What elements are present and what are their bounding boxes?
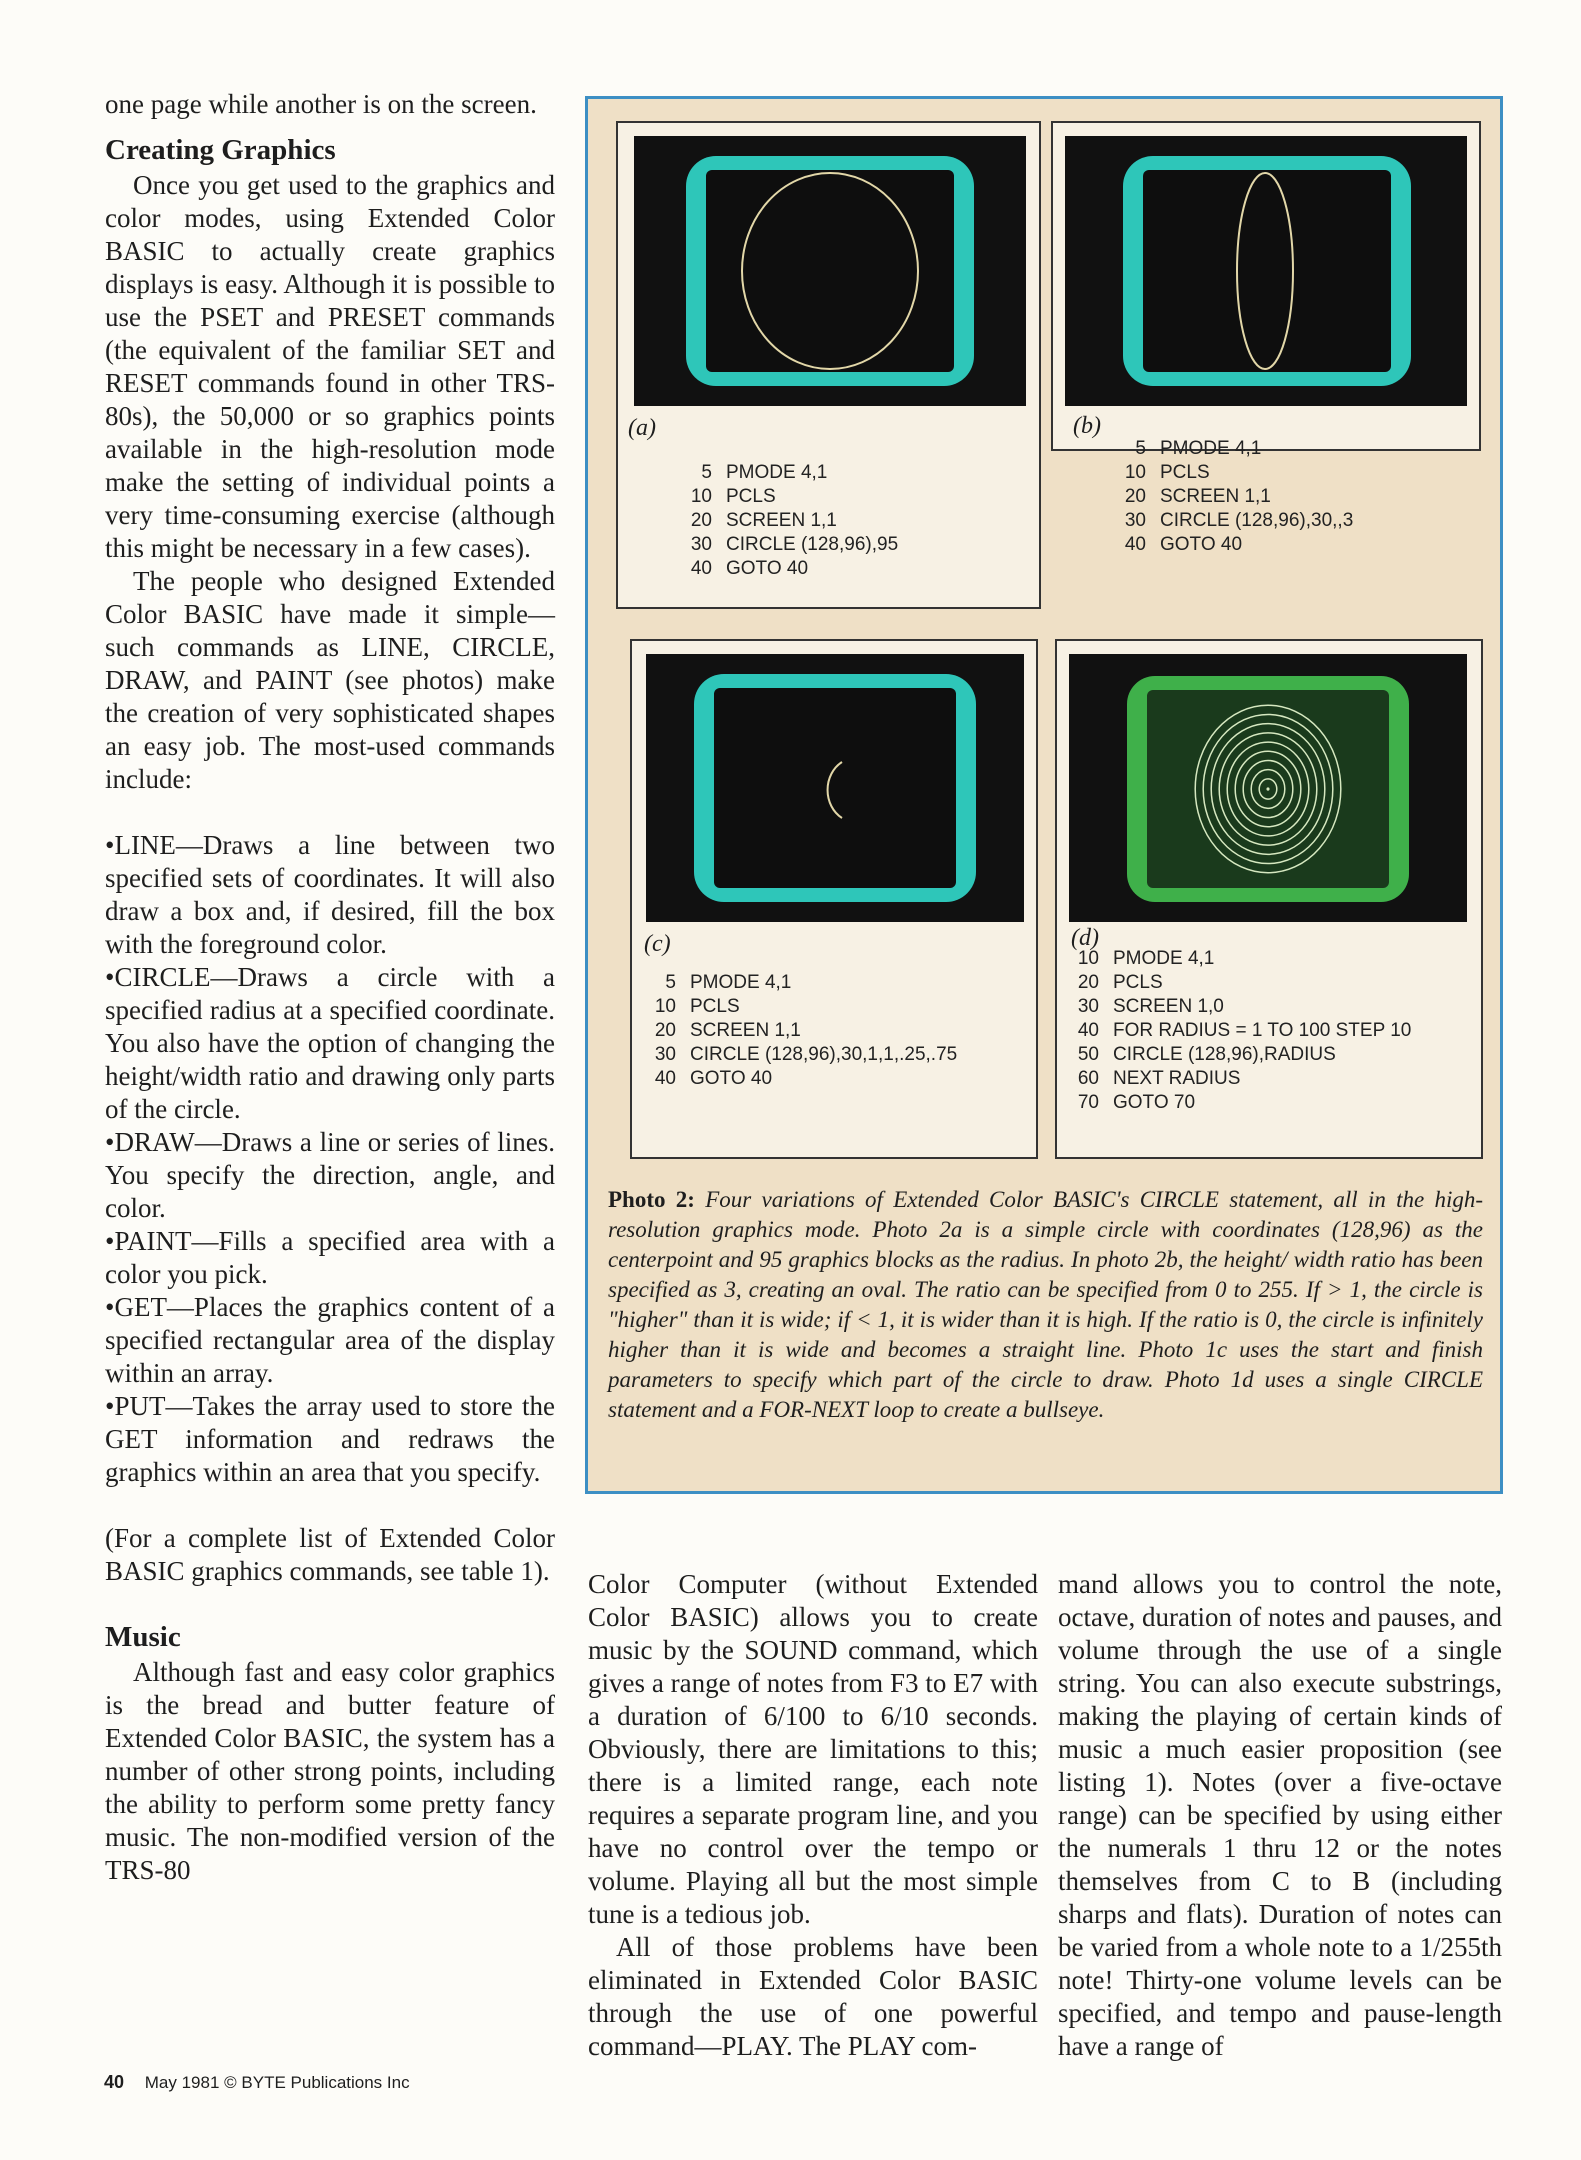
panel-c bbox=[630, 639, 1038, 1159]
panel-a bbox=[616, 121, 1041, 609]
screen-a-graphic bbox=[634, 136, 1026, 406]
screen-a bbox=[634, 136, 1026, 406]
photo-caption bbox=[608, 1185, 1483, 1425]
screen-b-graphic bbox=[1065, 136, 1467, 406]
screen-c bbox=[646, 654, 1024, 922]
panel-b-label: (b) bbox=[1073, 413, 1101, 439]
panel-a-label: (a) bbox=[628, 415, 656, 441]
panel-c-label: (c) bbox=[644, 931, 671, 957]
display-b bbox=[1143, 170, 1391, 372]
photo-2-box bbox=[585, 96, 1503, 1494]
display-c bbox=[714, 688, 956, 888]
bullet-line: •LINE—Draws a line between two specified sets of coordinates. It will also draw a box and, if desired, fill the box with the foreground color. bbox=[105, 830, 555, 959]
music-para-1: Although fast and easy color graphics is the bread and butter feature of Extended Color BASIC, the system has a number of other strong points, including the ability to perform some pretty fancy music. The non-modified version of the TRS-80 bbox=[105, 1657, 555, 1885]
bullet-circle: •CIRCLE—Draws a circle with a specified radius at a specified coordinate. You also have the option of changing the height/width ratio and drawing only parts of the circle. bbox=[105, 962, 555, 1124]
screen-d-graphic bbox=[1069, 654, 1467, 922]
bullet-paint: •PAINT—Fills a specified area with a color you pick. bbox=[105, 1226, 555, 1289]
middle-para-1: Color Computer (without Extended Color BASIC) allows you to create music by the SOUND command, which gives a range of notes from F3 to E7 with a duration of 6/100 to 6/10 seconds. Obviously, there are limitations to this; there is a limited range, each note requires a separate program line, and you have no control over the tempo or volume. Playing all but the most simple tune is a tedious job. bbox=[588, 1569, 1038, 1929]
panel-d-code: 10 PMODE 4,1 20 PCLS 30 SCREEN 1,0 40 FOR RADIUS = 1 TO 100 STEP 10 50 CIRCLE (128,96),RADIUS 60 NEXT RADIUS 70 GOTO 70 bbox=[1077, 948, 1412, 1113]
bullet-get: •GET—Places the graphics content of a specified rectangular area of the display within an array. bbox=[105, 1292, 555, 1388]
right-column bbox=[1058, 1568, 1502, 2063]
page-footer bbox=[104, 2072, 410, 2093]
caption-label: Photo 2: bbox=[608, 1187, 695, 1212]
middle-para-2: All of those problems have been eliminated in Extended Color BASIC through the use of one powerful command—PLAY. The PLAY com- bbox=[588, 1932, 1038, 2061]
middle-column bbox=[588, 1568, 1038, 2063]
screen-b bbox=[1065, 136, 1467, 406]
right-para-1: mand allows you to control the note, octave, duration of notes and pauses, and volume through the use of a single string. You can also execute substrings, making the playing of certain kinds of music a much easier proposition (see listing 1). Notes (over a five-octave range) can be specified by using either the numerals 1 thru 12 or the notes themselves from C to B (including sharps and flats). Duration of notes can be varied from a whole note to a 1/255th note! Thirty-one volume levels can be specified, and tempo and pause-length have a range of bbox=[1058, 1569, 1502, 2061]
heading-creating-graphics: Creating Graphics bbox=[105, 134, 336, 166]
bullet-draw: •DRAW—Draws a line or series of lines. You specify the direction, angle, and color. bbox=[105, 1127, 555, 1223]
heading-music: Music bbox=[105, 1621, 181, 1653]
panel-d bbox=[1055, 639, 1483, 1159]
panel-a-code: 5 PMODE 4,1 10 PCLS 20 SCREEN 1,1 30 CIRCLE (128,96),95 40 GOTO 40 bbox=[690, 462, 899, 579]
panel-d-label: (d) bbox=[1071, 925, 1099, 951]
screen-c-graphic bbox=[646, 654, 1024, 922]
panel-b bbox=[1051, 121, 1481, 451]
screen-d bbox=[1069, 654, 1467, 922]
graphics-para-1: Once you get used to the graphics and color modes, using Extended Color BASIC to actually create graphics displays is easy. Although it is possible to use the PSET and PRESET commands (the equivalent of the familiar SET and RESET commands found in other TRS-80s), the 50,000 or so graphics points available in the high-resolution mode make the setting of individual points a very time-consuming exercise (although this might be necessary in a few cases). bbox=[105, 170, 555, 563]
caption-text: Four variations of Extended Color BASIC's CIRCLE statement, all in the high-resolution graphics mode. Photo 2a is a simple circle with coordinates (128,96) as the centerpoint and 95 graphics blocks as the radius. In photo 2b, the height/ width ratio has been specified as 3, creating an oval. The ratio can be specified from 0 to 255. If > 1, the circle is "higher" than it is wide; if < 1, it is wider than it is high. If the ratio is 0, the circle is infinitely higher than it is wide and becomes a straight line. Photo 1c uses the start and finish parameters to specify which part of the circle to draw. Photo 1d uses a single CIRCLE statement and a FOR-NEXT loop to create a bullseye. bbox=[608, 1187, 1483, 1422]
panel-c-code: 5 PMODE 4,1 10 PCLS 20 SCREEN 1,1 30 CIRCLE (128,96),30,1,1,.25,.75 40 GOTO 40 bbox=[654, 972, 958, 1089]
footer-text: May 1981 © BYTE Publications Inc bbox=[144, 2073, 410, 2092]
bullet-put: •PUT—Takes the array used to store the GET information and redraws the graphics within an area that you specify. bbox=[105, 1391, 555, 1487]
display-a bbox=[706, 170, 954, 372]
display-d bbox=[1147, 690, 1389, 888]
table-reference-para: (For a complete list of Extended Color BASIC graphics commands, see table 1). bbox=[105, 1523, 555, 1586]
intro-text: one page while another is on the screen. bbox=[105, 89, 537, 119]
graphics-para-2: The people who designed Extended Color BASIC have made it simple— such commands as LINE, CIRCLE, DRAW, and PAINT (see photos) make the creation of very sophisticated shapes an easy job. The most-used commands include: bbox=[105, 566, 555, 794]
page-number: 40 bbox=[104, 2072, 125, 2092]
left-column bbox=[105, 88, 555, 1887]
panel-b-code: 5 PMODE 4,1 10 PCLS 20 SCREEN 1,1 30 CIRCLE (128,96),30,,3 40 GOTO 40 bbox=[1124, 438, 1354, 555]
